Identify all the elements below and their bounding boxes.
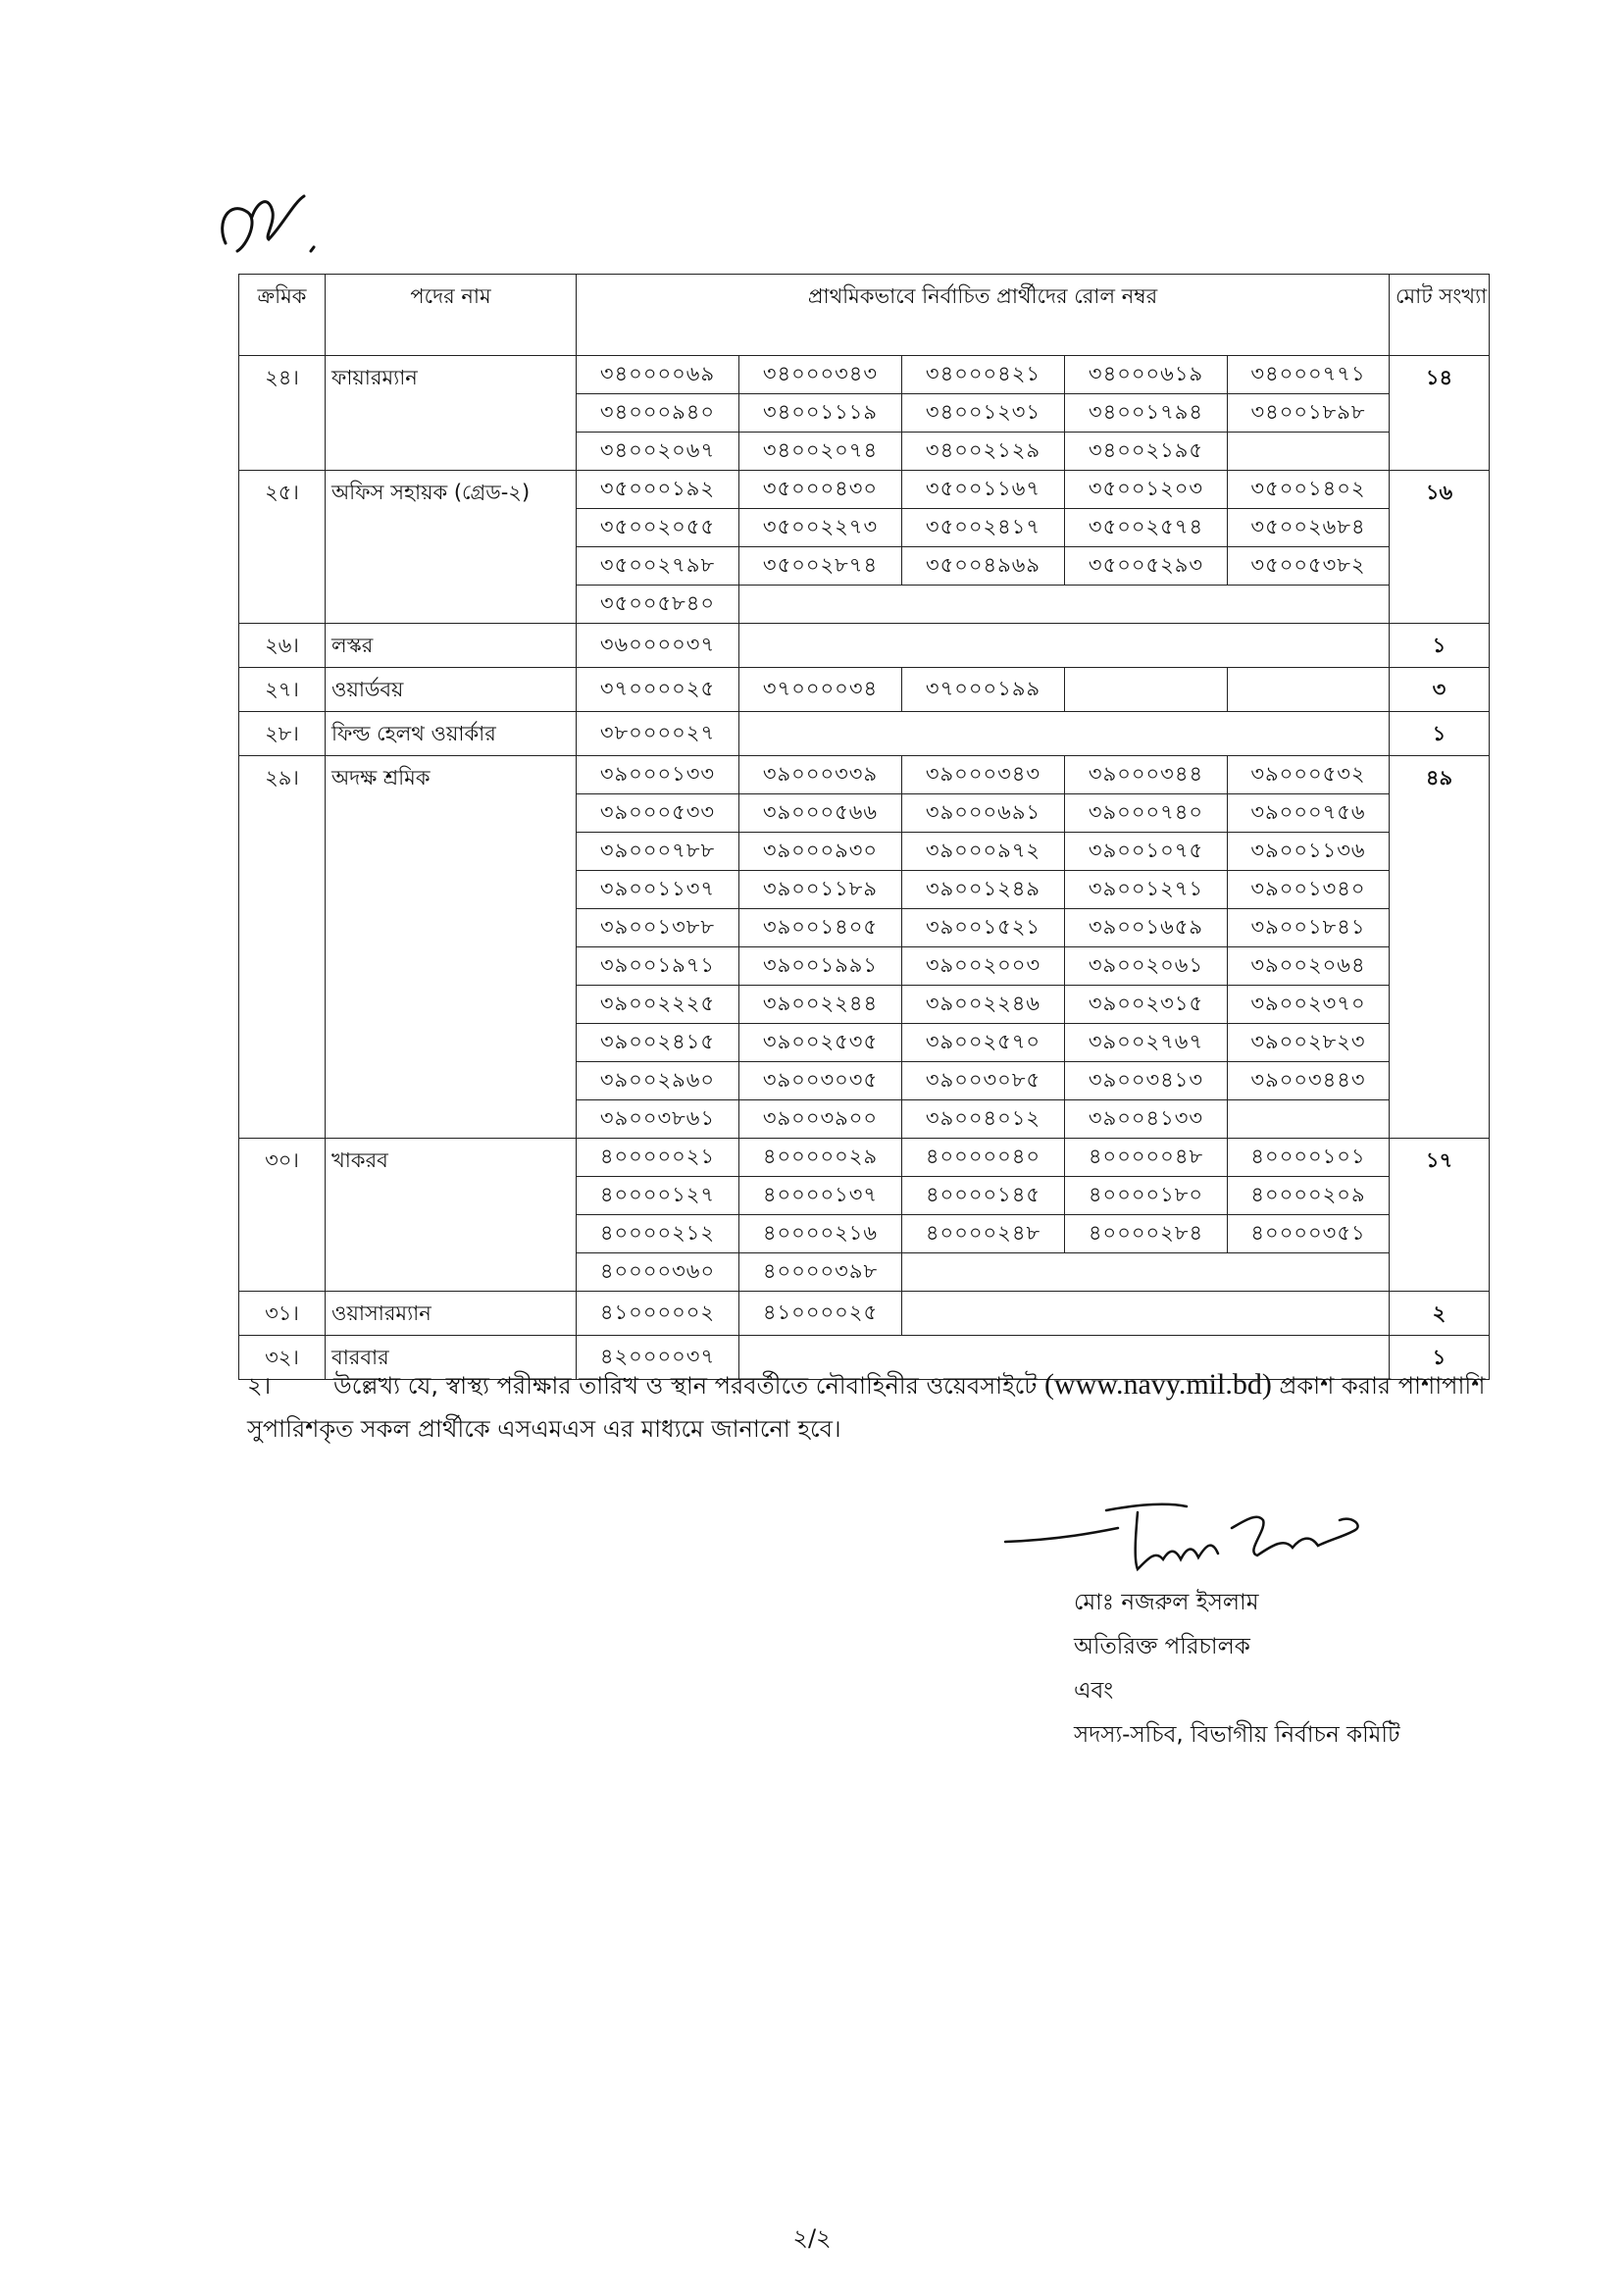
roll-number-cell: ৩৪০০০৯৪০ — [577, 394, 739, 433]
table-row — [239, 1139, 1490, 1177]
roll-number-cell: ৩৯০০২০৬৪ — [1228, 947, 1390, 986]
roll-number-cell: ৩৯০০০৬৯১ — [902, 794, 1065, 833]
serial-cell: ২৯। — [239, 756, 326, 1139]
empty-roll-cell — [739, 586, 1390, 624]
note-paragraph — [247, 1363, 1495, 1451]
roll-number-cell: ৩৪০০০৬১৯ — [1065, 356, 1228, 394]
roll-number-cell: ৪২০০০০৩৭ — [577, 1336, 739, 1380]
roll-number-cell: ৩৯০০১৮৪১ — [1228, 909, 1390, 947]
roll-number-cell: ৩৫০০১২০৩ — [1065, 471, 1228, 509]
empty-roll-cell — [1228, 668, 1390, 712]
roll-number-cell: ৩৯০০০৩৪৪ — [1065, 756, 1228, 794]
header-total-count: মোট সংখ্যা — [1390, 275, 1490, 356]
roll-number-cell: ৩৯০০০৩৩৯ — [739, 756, 902, 794]
roll-number-cell: ৩৯০০০৫৩২ — [1228, 756, 1390, 794]
roll-number-cell: ৩৯০০৪০১২ — [902, 1100, 1065, 1139]
header-roll-numbers: প্রাথমিকভাবে নির্বাচিত প্রার্থীদের রোল নম্বর — [577, 275, 1390, 356]
signatory-designation: অতিরিক্ত পরিচালক — [1074, 1634, 1250, 1659]
total-count-cell: ১ — [1390, 624, 1490, 668]
roll-number-cell: ৪০০০০২১২ — [577, 1215, 739, 1253]
roll-number-cell: ৪০০০০০৪০ — [902, 1139, 1065, 1177]
roll-number-cell: ৪০০০০১০১ — [1228, 1139, 1390, 1177]
serial-cell: ২৪। — [239, 356, 326, 471]
roll-number-cell: ৩৯০০৩৮৬১ — [577, 1100, 739, 1139]
roll-number-cell: ৩৯০০১২৪৯ — [902, 871, 1065, 909]
signatory-name: মোঃ নজরুল ইসলাম — [1074, 1590, 1259, 1615]
header-post-name: পদের নাম — [326, 275, 577, 356]
roll-number-cell: ৩৪০০২১৯৫ — [1065, 433, 1228, 471]
roll-number-cell: ৩৯০০৩৯০০ — [739, 1100, 902, 1139]
roll-number-cell: ৩৯০০২৪১৫ — [577, 1024, 739, 1062]
roll-number-cell: ৪০০০০৩৬০ — [577, 1253, 739, 1292]
roll-number-cell: ৩৯০০১১৩৭ — [577, 871, 739, 909]
roll-number-cell: ৩৯০০২৩৭০ — [1228, 986, 1390, 1024]
empty-roll-cell — [739, 712, 1390, 756]
roll-number-cell: ৪০০০০৩৯৮ — [739, 1253, 902, 1292]
selected-candidates-roll-table — [238, 274, 1490, 1380]
roll-number-cell: ৩৪০০১১১৯ — [739, 394, 902, 433]
table-row — [239, 756, 1490, 794]
roll-number-cell: ৩৪০০২০৭৪ — [739, 433, 902, 471]
roll-number-cell — [1065, 668, 1228, 712]
roll-number-cell: ৩৪০০২১২৯ — [902, 433, 1065, 471]
roll-number-cell: ৩৯০০০৩৪৩ — [902, 756, 1065, 794]
roll-number-cell: ৩৯০০২৯৬০ — [577, 1062, 739, 1100]
roll-number-cell: ৪০০০০২৪৮ — [902, 1215, 1065, 1253]
roll-number-cell: ৩৫০০২০৫৫ — [577, 509, 739, 547]
navy-website-url: (www.navy.mil.bd) — [1043, 1368, 1272, 1401]
roll-number-cell: ৩৪০০২০৬৭ — [577, 433, 739, 471]
signature-block — [1074, 1581, 1400, 1758]
roll-number-cell: ৪০০০০১৮০ — [1065, 1177, 1228, 1215]
table-row — [239, 712, 1490, 756]
post-name-cell: ওয়াসারম্যান — [326, 1292, 577, 1336]
roll-number-cell: ৩৯০০১১৮৯ — [739, 871, 902, 909]
roll-number-cell: ৩৫০০৫৩৮২ — [1228, 547, 1390, 586]
roll-number-cell: ৩৯০০০৫৩৩ — [577, 794, 739, 833]
roll-number-cell: ৩৫০০২৪১৭ — [902, 509, 1065, 547]
roll-number-cell: ৩৯০০৩৪৪৩ — [1228, 1062, 1390, 1100]
total-count-cell: ২ — [1390, 1292, 1490, 1336]
table-row — [239, 668, 1490, 712]
roll-number-cell: ৪১০০০০০২ — [577, 1292, 739, 1336]
roll-number-cell: ৩৯০০০৯৩০ — [739, 833, 902, 871]
signatory-role: সদস্য-সচিব, বিভাগীয় নির্বাচন কমিটি — [1074, 1722, 1400, 1748]
roll-number-cell: ৪০০০০১২৭ — [577, 1177, 739, 1215]
roll-number-cell: ৪০০০০১৪৫ — [902, 1177, 1065, 1215]
post-name-cell: ওয়ার্ডবয় — [326, 668, 577, 712]
total-count-cell: ১৪ — [1390, 356, 1490, 471]
post-name-cell: অদক্ষ শ্রমিক — [326, 756, 577, 1139]
roll-number-cell: ৩৪০০১২৩১ — [902, 394, 1065, 433]
total-count-cell: ১৬ — [1390, 471, 1490, 624]
roll-number-cell: ৩৯০০২৫৭০ — [902, 1024, 1065, 1062]
roll-number-cell: ৩৯০০০৫৬৬ — [739, 794, 902, 833]
table-row — [239, 356, 1490, 394]
roll-number-cell: ৩৯০০০৭৫৬ — [1228, 794, 1390, 833]
roll-number-cell: ৩৪০০০০৬৯ — [577, 356, 739, 394]
post-name-cell: খাকরব — [326, 1139, 577, 1292]
roll-number-cell — [1228, 1100, 1390, 1139]
serial-cell: ২৭। — [239, 668, 326, 712]
roll-number-cell: ৩৯০০০৭৮৮ — [577, 833, 739, 871]
roll-number-cell: ৩৫০০২২৭৩ — [739, 509, 902, 547]
roll-number-cell: ৪০০০০০২৯ — [739, 1139, 902, 1177]
roll-number-cell: ৩৫০০১৪০২ — [1228, 471, 1390, 509]
total-count-cell: ১৭ — [1390, 1139, 1490, 1292]
serial-cell: ২৮। — [239, 712, 326, 756]
roll-number-cell: ৩৫০০৪৯৬৯ — [902, 547, 1065, 586]
roll-number-cell: ৩৯০০১০৭৫ — [1065, 833, 1228, 871]
total-count-cell: ৩ — [1390, 668, 1490, 712]
post-name-cell: বারবার — [326, 1336, 577, 1380]
total-count-cell: ৪৯ — [1390, 756, 1490, 1139]
serial-cell: ৩০। — [239, 1139, 326, 1292]
roll-number-cell: ৩৯০০১২৭১ — [1065, 871, 1228, 909]
note-text-before: উল্লেখ্য যে, স্বাস্থ্য পরীক্ষার তারিখ ও স্থান পরবর্তীতে নৌবাহিনীর ওয়েবসাইটে — [333, 1372, 1044, 1400]
roll-number-cell: ৩৫০০০৪৩০ — [739, 471, 902, 509]
roll-number-cell: ৪১০০০০২৫ — [739, 1292, 902, 1336]
roll-number-cell: ৩৫০০২৭৯৮ — [577, 547, 739, 586]
roll-number-cell: ৩৯০০২৭৬৭ — [1065, 1024, 1228, 1062]
empty-roll-cell — [739, 624, 1390, 668]
empty-roll-cell — [902, 1292, 1390, 1336]
table-row — [239, 471, 1490, 509]
serial-cell: ২৫। — [239, 471, 326, 624]
roll-number-cell: ৩৫০০২৬৮৪ — [1228, 509, 1390, 547]
table-header-row — [239, 275, 1490, 356]
total-count-cell: ১ — [1390, 1336, 1490, 1380]
roll-number-cell: ৩৪০০১৭৯৪ — [1065, 394, 1228, 433]
header-serial: ক্রমিক — [239, 275, 326, 356]
roll-number-cell: ৩৯০০৪১৩৩ — [1065, 1100, 1228, 1139]
note-text-after: প্রকাশ করার পাশাপাশি সুপারিশকৃত সকল প্রার্থীকে এসএমএস এর মাধ্যমে জানানো হবে। — [247, 1372, 1486, 1443]
roll-number-cell: ৩৯০০৩০৩৫ — [739, 1062, 902, 1100]
roll-number-cell: ৩৯০০১৬৫৯ — [1065, 909, 1228, 947]
table-row — [239, 1292, 1490, 1336]
roll-number-cell: ৩৫০০২৮৭৪ — [739, 547, 902, 586]
roll-number-cell: ৩৪০০০৩৪৩ — [739, 356, 902, 394]
total-count-cell: ১ — [1390, 712, 1490, 756]
roll-number-cell: ৩৫০০১১৬৭ — [902, 471, 1065, 509]
roll-number-cell: ৩৯০০০৭৪০ — [1065, 794, 1228, 833]
roll-number-cell: ৩৯০০২০০৩ — [902, 947, 1065, 986]
roll-number-cell: ৩৬০০০০৩৭ — [577, 624, 739, 668]
roll-number-cell: ৩৭০০০০২৫ — [577, 668, 739, 712]
roll-number-cell: ৩৯০০০১৩৩ — [577, 756, 739, 794]
roll-number-cell: ৩৯০০২৫৩৫ — [739, 1024, 902, 1062]
roll-number-cell: ৩৪০০০৪২১ — [902, 356, 1065, 394]
roll-number-cell: ৩৯০০২৮২৩ — [1228, 1024, 1390, 1062]
roll-number-cell: ৩৯০০১৩৪০ — [1228, 871, 1390, 909]
roll-number-cell: ৩৪০০০৭৭১ — [1228, 356, 1390, 394]
table-row — [239, 624, 1490, 668]
roll-number-cell: ৩৫০০৫২৯৩ — [1065, 547, 1228, 586]
serial-cell: ২৬। — [239, 624, 326, 668]
roll-number-cell: ৩৯০০৩৪১৩ — [1065, 1062, 1228, 1100]
handwritten-initial-mark — [208, 182, 335, 271]
note-number: ২। — [247, 1372, 272, 1400]
roll-number-cell: ৩৭০০০০৩৪ — [739, 668, 902, 712]
roll-number-cell: ৩৯০০১৩৮৮ — [577, 909, 739, 947]
serial-cell: ৩২। — [239, 1336, 326, 1380]
roll-number-cell: ৪০০০০২০৯ — [1228, 1177, 1390, 1215]
roll-number-cell: ৪০০০০৩৫১ — [1228, 1215, 1390, 1253]
roll-number-cell: ৩৯০০১৯৯১ — [739, 947, 902, 986]
empty-roll-cell — [902, 1253, 1390, 1292]
roll-number-cell: ৩৮০০০০২৭ — [577, 712, 739, 756]
roll-number-cell: ৩৯০০১৯৭১ — [577, 947, 739, 986]
serial-cell: ৩১। — [239, 1292, 326, 1336]
roll-number-cell: ৩৯০০১৪০৫ — [739, 909, 902, 947]
roll-number-cell: ৩৯০০২৩১৫ — [1065, 986, 1228, 1024]
roll-number-cell — [1228, 433, 1390, 471]
page-number: ২/২ — [792, 2224, 832, 2252]
roll-number-cell: ৩৯০০৩০৮৫ — [902, 1062, 1065, 1100]
post-name-cell: অফিস সহায়ক (গ্রেড-২) — [326, 471, 577, 624]
roll-number-cell: ৪০০০০০২১ — [577, 1139, 739, 1177]
signatory-conjunction: এবং — [1074, 1678, 1114, 1704]
post-name-cell: ফায়ারম্যান — [326, 356, 577, 471]
roll-number-cell: ৩৫০০৫৮৪০ — [577, 586, 739, 624]
roll-number-cell: ৪০০০০২১৬ — [739, 1215, 902, 1253]
roll-number-cell: ৩৪০০১৮৯৮ — [1228, 394, 1390, 433]
roll-number-cell: ৩৯০০২০৬১ — [1065, 947, 1228, 986]
roll-number-cell: ৪০০০০১৩৭ — [739, 1177, 902, 1215]
post-name-cell: লস্কর — [326, 624, 577, 668]
roll-number-cell: ৩৫০০২৫৭৪ — [1065, 509, 1228, 547]
roll-number-cell: ৩৯০০১৫২১ — [902, 909, 1065, 947]
roll-number-cell: ৩৯০০১১৩৬ — [1228, 833, 1390, 871]
roll-number-cell: ৪০০০০২৮৪ — [1065, 1215, 1228, 1253]
roll-number-cell: ৩৯০০০৯৭২ — [902, 833, 1065, 871]
signature-image — [1000, 1491, 1373, 1584]
roll-number-cell: ৪০০০০০৪৮ — [1065, 1139, 1228, 1177]
roll-number-cell: ৩৯০০২২৪৬ — [902, 986, 1065, 1024]
roll-number-cell: ৩৫০০০১৯২ — [577, 471, 739, 509]
roll-number-cell: ৩৭০০০১৯৯ — [902, 668, 1065, 712]
roll-number-cell: ৩৯০০২২২৫ — [577, 986, 739, 1024]
roll-number-cell: ৩৯০০২২৪৪ — [739, 986, 902, 1024]
post-name-cell: ফিল্ড হেলথ ওয়ার্কার — [326, 712, 577, 756]
